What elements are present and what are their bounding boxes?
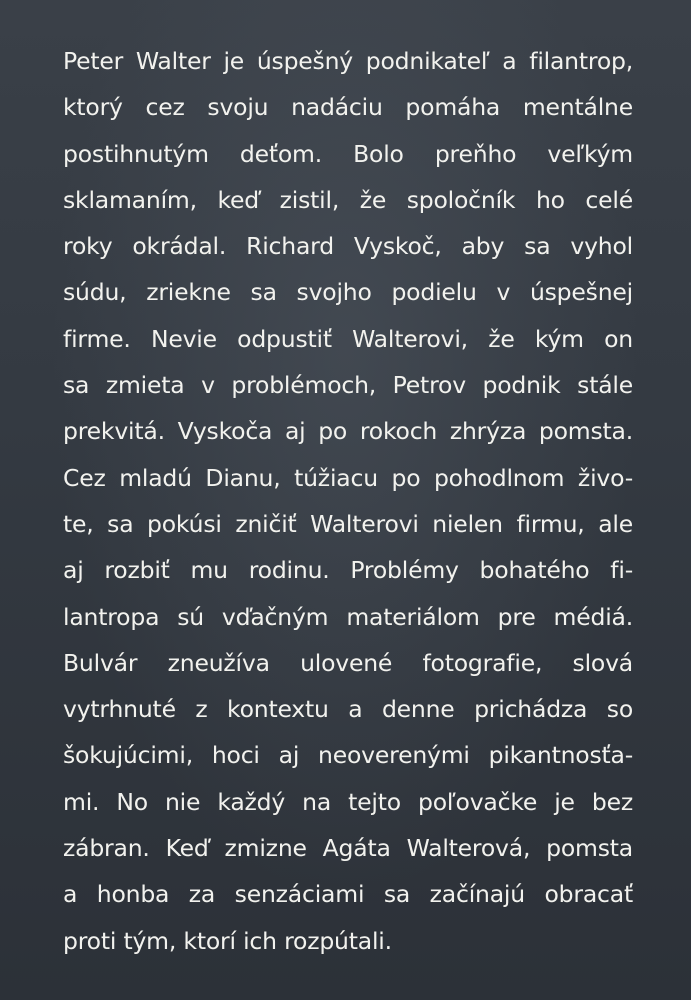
blurb-line: sa zmieta v problémoch, Petrov podnik stále: [63, 371, 633, 400]
blurb-line: a honba za senzáciami sa začínajú obracať: [63, 880, 633, 909]
blurb-text: [63, 38, 633, 964]
blurb-line: lantropa sú vďačným materiálom pre médiá.: [63, 602, 633, 631]
blurb-line: roky okrádal. Richard Vyskoč, aby sa vyhol: [63, 232, 633, 261]
blurb-line: firme. Nevie odpustiť Walterovi, že kým on: [63, 324, 633, 353]
blurb-line: vytrhnuté z kontextu a denne prichádza so: [63, 695, 633, 724]
blurb-line: Peter Walter je úspešný podnikateľ a filantrop,: [63, 47, 633, 75]
blurb-line: prekvitá. Vyskoča aj po rokoch zhrýza pomsta.: [63, 417, 633, 446]
blurb-line: aj rozbiť mu rodinu. Problémy bohatého fi-: [63, 556, 633, 585]
blurb-line: te, sa pokúsi zničiť Walterovi nielen firmu, ale: [63, 509, 633, 538]
blurb-line: súdu, zriekne sa svojho podielu v úspešnej: [63, 278, 633, 307]
blurb-line: šokujúcimi, hoci aj neoverenými pikantnosťa-: [63, 741, 633, 770]
blurb-line: zábran. Keď zmizne Agáta Walterová, pomsta: [63, 834, 633, 863]
blurb-line: Cez mladú Dianu, túžiacu po pohodlnom živo-: [63, 463, 633, 492]
blurb-line: sklamaním, keď zistil, že spoločník ho celé: [63, 185, 633, 214]
blurb-line: ktorý cez svoju nadáciu pomáha mentálne: [63, 93, 633, 122]
blurb-line: mi. No nie každý na tejto poľovačke je bez: [63, 787, 633, 816]
blurb-line: postihnutým deťom. Bolo preňho veľkým: [63, 139, 633, 168]
blurb-line: proti tým, ktorí ich rozpútali.: [63, 926, 392, 955]
blurb-line: Bulvár zneužíva ulovené fotografie, slová: [63, 648, 633, 677]
